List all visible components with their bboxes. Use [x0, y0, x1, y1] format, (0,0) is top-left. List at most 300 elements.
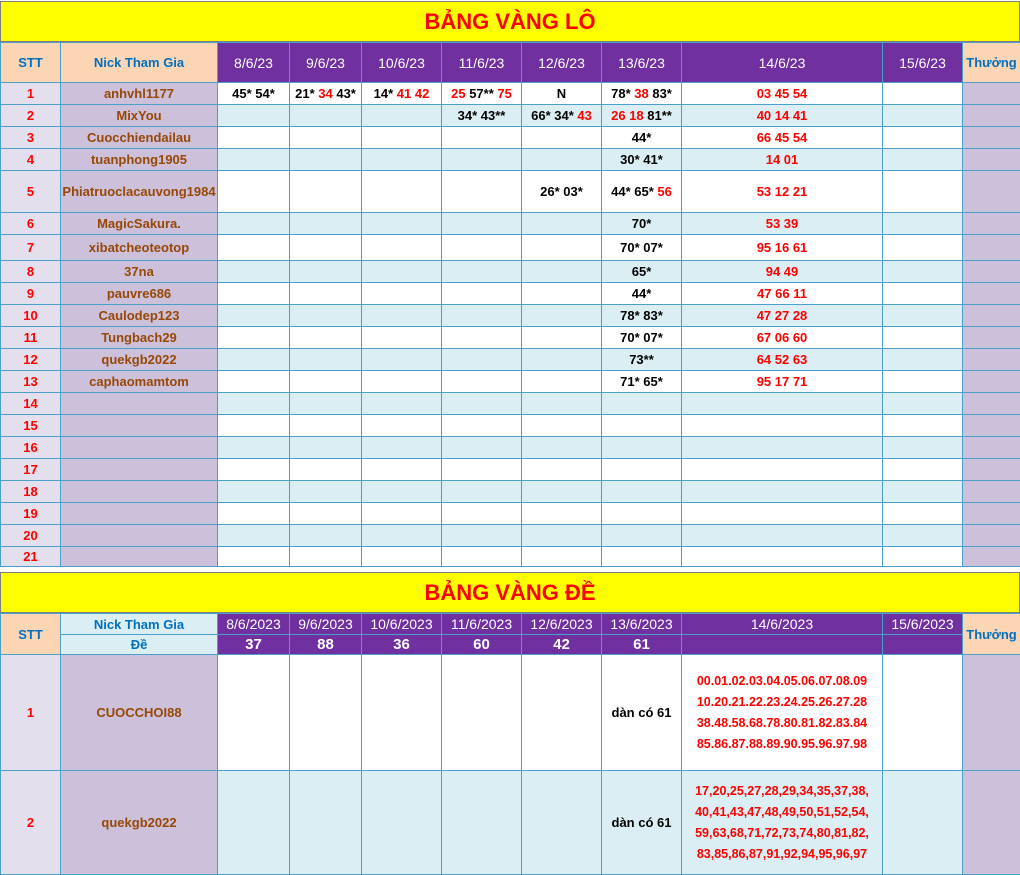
de-pick-cell — [522, 655, 602, 771]
lo-header-stt: STT — [1, 43, 61, 83]
lo-pick-cell — [442, 213, 522, 235]
lo-pick-number: 71* 65* — [620, 374, 663, 389]
lo-row-prize — [963, 83, 1020, 105]
lo-pick-number: 26* 03* — [540, 184, 583, 199]
de-pick-cell — [522, 771, 602, 875]
lo-pick-cell — [362, 503, 442, 525]
de-pick-line: 10.20.21.22.23.24.25.26.27.28 — [682, 692, 882, 713]
lo-pick-cell — [883, 349, 963, 371]
lo-pick-cell — [442, 371, 522, 393]
lo-row-stt: 10 — [1, 305, 61, 327]
lo-pick-cell — [682, 415, 883, 437]
lo-pick-cell — [682, 481, 883, 503]
lo-pick-cell — [218, 127, 290, 149]
lo-pick-cell — [682, 327, 883, 349]
lo-pick-number: 70* — [632, 216, 652, 231]
lo-pick-cell — [290, 349, 362, 371]
lo-table-row — [1, 547, 1020, 567]
lo-pick-cell — [522, 393, 602, 415]
de-table-row — [1, 655, 1020, 771]
de-table-row — [1, 771, 1020, 875]
lo-pick-cell — [682, 371, 883, 393]
lo-row-nick: tuanphong1905 — [61, 149, 218, 171]
de-pick-list — [682, 655, 883, 771]
lo-pick-cell — [442, 127, 522, 149]
de-pick-line: 17,20,25,27,28,29,34,35,37,38, — [682, 781, 882, 802]
lo-header-date: 14/6/23 — [682, 43, 883, 83]
lo-row-prize — [963, 481, 1020, 503]
lo-pick-cell — [218, 525, 290, 547]
de-header-row — [1, 614, 1020, 635]
lo-pick-cell — [218, 149, 290, 171]
lo-pick-cell — [218, 105, 290, 127]
lo-pick-cell — [442, 459, 522, 481]
lo-pick-cell — [442, 261, 522, 283]
lo-pick-cell — [522, 83, 602, 105]
lo-table-row — [1, 503, 1020, 525]
lo-pick-cell — [218, 171, 290, 213]
lo-row-nick: Cuocchiendailau — [61, 127, 218, 149]
lo-row-stt: 6 — [1, 213, 61, 235]
lo-pick-number: 38 — [634, 86, 648, 101]
de-pick-cell — [218, 655, 290, 771]
de-row-nick: quekgb2022 — [61, 771, 218, 875]
lo-pick-cell — [362, 547, 442, 567]
lo-pick-cell — [682, 349, 883, 371]
lo-pick-cell — [682, 261, 883, 283]
lo-pick-cell — [290, 149, 362, 171]
lo-pick-number: 70* 07* — [620, 330, 663, 345]
lo-header-date: 8/6/23 — [218, 43, 290, 83]
lo-row-stt: 19 — [1, 503, 61, 525]
lo-pick-cell — [522, 105, 602, 127]
lo-header-prize: Thưởng — [963, 43, 1020, 83]
lo-pick-number: 67 06 60 — [757, 330, 808, 345]
lo-pick-cell — [682, 171, 883, 213]
lo-pick-cell — [522, 437, 602, 459]
lo-pick-cell — [442, 105, 522, 127]
de-pick-cell — [442, 771, 522, 875]
de-title: BẢNG VÀNG ĐỀ — [424, 580, 595, 606]
lo-pick-number: 56 — [657, 184, 671, 199]
lo-pick-cell — [883, 415, 963, 437]
de-pick-line: 59,63,68,71,72,73,74,80,81,82, — [682, 823, 882, 844]
lo-row-nick — [61, 547, 218, 567]
de-pick-line: 85.86.87.88.89.90.95.96.97.98 — [682, 734, 882, 755]
lo-row-stt: 11 — [1, 327, 61, 349]
lo-pick-cell — [522, 349, 602, 371]
lo-pick-cell — [883, 105, 963, 127]
lo-pick-cell — [362, 127, 442, 149]
lo-pick-cell — [362, 481, 442, 503]
lo-pick-cell — [883, 503, 963, 525]
lo-pick-cell — [682, 127, 883, 149]
lo-row-prize — [963, 371, 1020, 393]
lo-row-nick — [61, 415, 218, 437]
lo-row-stt: 9 — [1, 283, 61, 305]
lo-pick-cell — [290, 127, 362, 149]
lo-pick-cell — [602, 459, 682, 481]
de-header-date: 11/6/2023 — [442, 614, 522, 635]
lo-row-nick: caphaomamtom — [61, 371, 218, 393]
lo-table-row — [1, 393, 1020, 415]
de-pick-note-text: dàn có 61 — [612, 705, 672, 720]
lo-pick-cell — [602, 127, 682, 149]
lo-row-stt: 17 — [1, 459, 61, 481]
lo-pick-cell — [442, 83, 522, 105]
lo-row-prize — [963, 105, 1020, 127]
lo-pick-cell — [218, 503, 290, 525]
lo-pick-cell — [602, 349, 682, 371]
lo-pick-cell — [682, 525, 883, 547]
lo-pick-cell — [602, 437, 682, 459]
lo-pick-cell — [442, 415, 522, 437]
lo-table-row — [1, 327, 1020, 349]
lo-pick-number: 43* — [333, 86, 356, 101]
lo-header-date: 12/6/23 — [522, 43, 602, 83]
lo-row-prize — [963, 415, 1020, 437]
lo-pick-cell — [602, 213, 682, 235]
lo-pick-cell — [522, 503, 602, 525]
de-row-nick: CUOCCHOI88 — [61, 655, 218, 771]
de-header-date: 10/6/2023 — [362, 614, 442, 635]
lo-table-row — [1, 171, 1020, 213]
lo-pick-cell — [602, 371, 682, 393]
lo-pick-cell — [290, 83, 362, 105]
lo-pick-number: 21* — [295, 86, 318, 101]
lo-pick-cell — [883, 481, 963, 503]
de-pick-line: 83,85,86,87,91,92,94,95,96,97 — [682, 844, 882, 865]
lo-pick-cell — [362, 213, 442, 235]
lo-pick-cell — [290, 459, 362, 481]
lo-table-row — [1, 371, 1020, 393]
lo-row-prize — [963, 213, 1020, 235]
lo-pick-cell — [290, 481, 362, 503]
lo-pick-number: 53 12 21 — [757, 184, 808, 199]
de-pick-cell — [362, 771, 442, 875]
lo-table-row — [1, 459, 1020, 481]
de-pick-cell — [883, 771, 963, 875]
lo-pick-number: 65* — [632, 264, 652, 279]
lo-pick-cell — [218, 371, 290, 393]
lo-row-nick: Caulodep123 — [61, 305, 218, 327]
lo-pick-cell — [522, 171, 602, 213]
lo-pick-cell — [522, 261, 602, 283]
lo-pick-cell — [883, 525, 963, 547]
lo-row-prize — [963, 503, 1020, 525]
lo-row-nick — [61, 393, 218, 415]
lo-banner — [0, 1, 1020, 42]
lo-pick-cell — [442, 149, 522, 171]
lo-pick-cell — [442, 481, 522, 503]
lo-table-row — [1, 83, 1020, 105]
lo-row-nick — [61, 525, 218, 547]
de-pick-note — [602, 771, 682, 875]
lo-pick-cell — [362, 393, 442, 415]
de-table — [0, 613, 1020, 875]
lo-pick-cell — [362, 283, 442, 305]
lo-pick-cell — [522, 327, 602, 349]
lo-pick-cell — [218, 415, 290, 437]
lo-pick-cell — [602, 525, 682, 547]
de-header-date: 12/6/2023 — [522, 614, 602, 635]
de-header-prize: Thưởng — [963, 614, 1020, 655]
lo-header-date: 13/6/23 — [602, 43, 682, 83]
lo-pick-number: 70* 07* — [620, 240, 663, 255]
de-pick-cell — [290, 771, 362, 875]
lo-pick-cell — [522, 213, 602, 235]
lo-pick-cell — [883, 371, 963, 393]
lo-pick-cell — [290, 415, 362, 437]
lo-pick-cell — [218, 213, 290, 235]
lo-pick-number: 94 49 — [766, 264, 799, 279]
lo-row-stt: 18 — [1, 481, 61, 503]
lo-row-prize — [963, 525, 1020, 547]
lo-row-prize — [963, 171, 1020, 213]
lo-pick-number: N — [557, 86, 566, 101]
lo-pick-cell — [883, 149, 963, 171]
lo-pick-number: 26 18 — [611, 108, 644, 123]
lo-row-prize — [963, 327, 1020, 349]
lo-pick-cell — [883, 437, 963, 459]
lo-pick-cell — [522, 547, 602, 567]
de-result: 88 — [290, 635, 362, 655]
lo-pick-cell — [290, 371, 362, 393]
lo-row-stt: 14 — [1, 393, 61, 415]
lo-row-prize — [963, 437, 1020, 459]
lo-pick-number: 78* 83* — [620, 308, 663, 323]
lo-table — [0, 42, 1020, 567]
lo-pick-cell — [218, 83, 290, 105]
lo-row-nick: MixYou — [61, 105, 218, 127]
lo-row-nick: Phiatruoclacauvong1984 — [61, 171, 218, 213]
de-result — [682, 635, 883, 655]
lo-pick-cell — [883, 305, 963, 327]
lo-row-nick — [61, 503, 218, 525]
lo-row-stt: 12 — [1, 349, 61, 371]
de-pick-line: 38.48.58.68.78.80.81.82.83.84 — [682, 713, 882, 734]
lo-pick-cell — [362, 261, 442, 283]
lo-pick-number: 53 39 — [766, 216, 799, 231]
lo-pick-cell — [290, 213, 362, 235]
lo-pick-cell — [442, 547, 522, 567]
de-pick-note-text: dàn có 61 — [612, 815, 672, 830]
lo-pick-cell — [290, 305, 362, 327]
lo-pick-cell — [522, 235, 602, 261]
lo-pick-number: 25 — [451, 86, 465, 101]
lo-pick-cell — [362, 327, 442, 349]
lo-pick-cell — [290, 525, 362, 547]
lo-pick-cell — [442, 525, 522, 547]
lo-pick-cell — [682, 83, 883, 105]
de-pick-line: 00.01.02.03.04.05.06.07.08.09 — [682, 671, 882, 692]
de-pick-cell — [442, 655, 522, 771]
lo-pick-number: 45* 54* — [232, 86, 275, 101]
lo-pick-number: 83* — [649, 86, 672, 101]
lo-pick-cell — [522, 149, 602, 171]
lo-pick-number: 41 42 — [397, 86, 430, 101]
lo-pick-cell — [218, 349, 290, 371]
de-pick-line: 40,41,43,47,48,49,50,51,52,54, — [682, 802, 882, 823]
lo-pick-cell — [442, 283, 522, 305]
lo-pick-cell — [522, 459, 602, 481]
lo-pick-number: 34 — [318, 86, 332, 101]
lo-pick-cell — [362, 437, 442, 459]
lo-pick-cell — [362, 415, 442, 437]
lo-table-row — [1, 305, 1020, 327]
lo-pick-cell — [883, 327, 963, 349]
lo-pick-cell — [442, 305, 522, 327]
lo-pick-number: 44* — [632, 130, 652, 145]
lo-row-stt: 15 — [1, 415, 61, 437]
de-pick-list — [682, 771, 883, 875]
lo-pick-cell — [682, 105, 883, 127]
lo-row-stt: 20 — [1, 525, 61, 547]
lo-pick-cell — [602, 481, 682, 503]
lo-row-stt: 1 — [1, 83, 61, 105]
lo-pick-cell — [218, 547, 290, 567]
lo-pick-cell — [290, 261, 362, 283]
lo-row-prize — [963, 261, 1020, 283]
lo-pick-cell — [682, 235, 883, 261]
lo-pick-number: 78* — [611, 86, 634, 101]
lo-pick-cell — [522, 305, 602, 327]
lo-pick-cell — [522, 283, 602, 305]
lo-table-row — [1, 437, 1020, 459]
lo-pick-cell — [883, 393, 963, 415]
lo-pick-number: 14* — [374, 86, 397, 101]
lo-row-nick: quekgb2022 — [61, 349, 218, 371]
lo-pick-cell — [602, 83, 682, 105]
lo-table-row — [1, 349, 1020, 371]
de-header-date: 9/6/2023 — [290, 614, 362, 635]
lo-pick-cell — [362, 371, 442, 393]
lo-pick-cell — [602, 547, 682, 567]
lo-row-prize — [963, 305, 1020, 327]
lo-row-stt: 8 — [1, 261, 61, 283]
lo-row-prize — [963, 127, 1020, 149]
lo-pick-cell — [290, 105, 362, 127]
lo-pick-number: 66* 34* — [531, 108, 577, 123]
lo-pick-cell — [682, 213, 883, 235]
lo-pick-number: 44* 65* — [611, 184, 657, 199]
lo-pick-cell — [682, 393, 883, 415]
lo-pick-cell — [602, 327, 682, 349]
lo-pick-cell — [290, 171, 362, 213]
lo-pick-cell — [522, 371, 602, 393]
lo-pick-cell — [682, 283, 883, 305]
lo-row-nick — [61, 459, 218, 481]
lo-row-nick: MagicSakura. — [61, 213, 218, 235]
lo-row-stt: 7 — [1, 235, 61, 261]
lo-pick-number: 34* 43** — [458, 108, 506, 123]
de-header-date: 15/6/2023 — [883, 614, 963, 635]
de-result: 37 — [218, 635, 290, 655]
de-header-nick: Nick Tham Gia — [61, 614, 218, 635]
lo-pick-number: 44* — [632, 286, 652, 301]
lo-table-row — [1, 261, 1020, 283]
lo-pick-number: 57** — [466, 86, 498, 101]
lo-pick-cell — [218, 459, 290, 481]
lo-pick-cell — [218, 261, 290, 283]
de-row-prize — [963, 771, 1020, 875]
lo-pick-cell — [362, 83, 442, 105]
lo-pick-cell — [442, 171, 522, 213]
lo-pick-cell — [883, 547, 963, 567]
de-label: Đề — [61, 635, 218, 655]
lo-pick-cell — [290, 503, 362, 525]
lo-pick-cell — [883, 261, 963, 283]
lo-row-prize — [963, 349, 1020, 371]
lo-pick-cell — [290, 437, 362, 459]
de-header-date: 13/6/2023 — [602, 614, 682, 635]
lo-pick-cell — [442, 327, 522, 349]
lo-row-prize — [963, 547, 1020, 567]
lo-pick-cell — [442, 393, 522, 415]
lo-pick-cell — [362, 171, 442, 213]
lo-pick-number: 75 — [497, 86, 511, 101]
lo-pick-number: 47 27 28 — [757, 308, 808, 323]
lo-table-row — [1, 213, 1020, 235]
lo-pick-cell — [362, 459, 442, 481]
lo-pick-cell — [362, 349, 442, 371]
de-header-stt: STT — [1, 614, 61, 655]
lo-pick-number: 73** — [629, 352, 654, 367]
lo-pick-cell — [522, 525, 602, 547]
lo-pick-number: 14 01 — [766, 152, 799, 167]
de-pick-cell — [218, 771, 290, 875]
lo-pick-cell — [602, 393, 682, 415]
lo-row-stt: 13 — [1, 371, 61, 393]
lo-header-date: 10/6/23 — [362, 43, 442, 83]
lo-pick-number: 43 — [577, 108, 591, 123]
de-result: 36 — [362, 635, 442, 655]
lo-header-row — [1, 43, 1020, 83]
lo-pick-number: 47 66 11 — [757, 286, 807, 301]
de-row-stt: 1 — [1, 655, 61, 771]
lo-pick-cell — [522, 415, 602, 437]
lo-pick-number: 30* 41* — [620, 152, 663, 167]
lo-pick-cell — [218, 327, 290, 349]
lo-row-stt: 3 — [1, 127, 61, 149]
lo-row-prize — [963, 149, 1020, 171]
lo-pick-cell — [218, 481, 290, 503]
lo-pick-cell — [883, 283, 963, 305]
lo-pick-cell — [522, 481, 602, 503]
de-pick-cell — [883, 655, 963, 771]
lo-pick-cell — [883, 213, 963, 235]
lo-table-row — [1, 105, 1020, 127]
lo-pick-number: 03 45 54 — [757, 86, 808, 101]
lo-pick-cell — [602, 171, 682, 213]
lo-row-nick: xibatcheoteotop — [61, 235, 218, 261]
lo-pick-cell — [290, 547, 362, 567]
lo-pick-cell — [682, 503, 883, 525]
lo-pick-cell — [290, 283, 362, 305]
lo-pick-cell — [602, 235, 682, 261]
lo-row-stt: 5 — [1, 171, 61, 213]
lo-pick-cell — [522, 127, 602, 149]
lo-pick-cell — [362, 305, 442, 327]
lo-pick-cell — [602, 305, 682, 327]
lo-row-stt: 16 — [1, 437, 61, 459]
lo-pick-cell — [602, 261, 682, 283]
lo-pick-cell — [290, 235, 362, 261]
lo-pick-cell — [218, 235, 290, 261]
lo-table-row — [1, 149, 1020, 171]
lo-pick-cell — [682, 305, 883, 327]
lo-title: BẢNG VÀNG LÔ — [424, 9, 595, 35]
